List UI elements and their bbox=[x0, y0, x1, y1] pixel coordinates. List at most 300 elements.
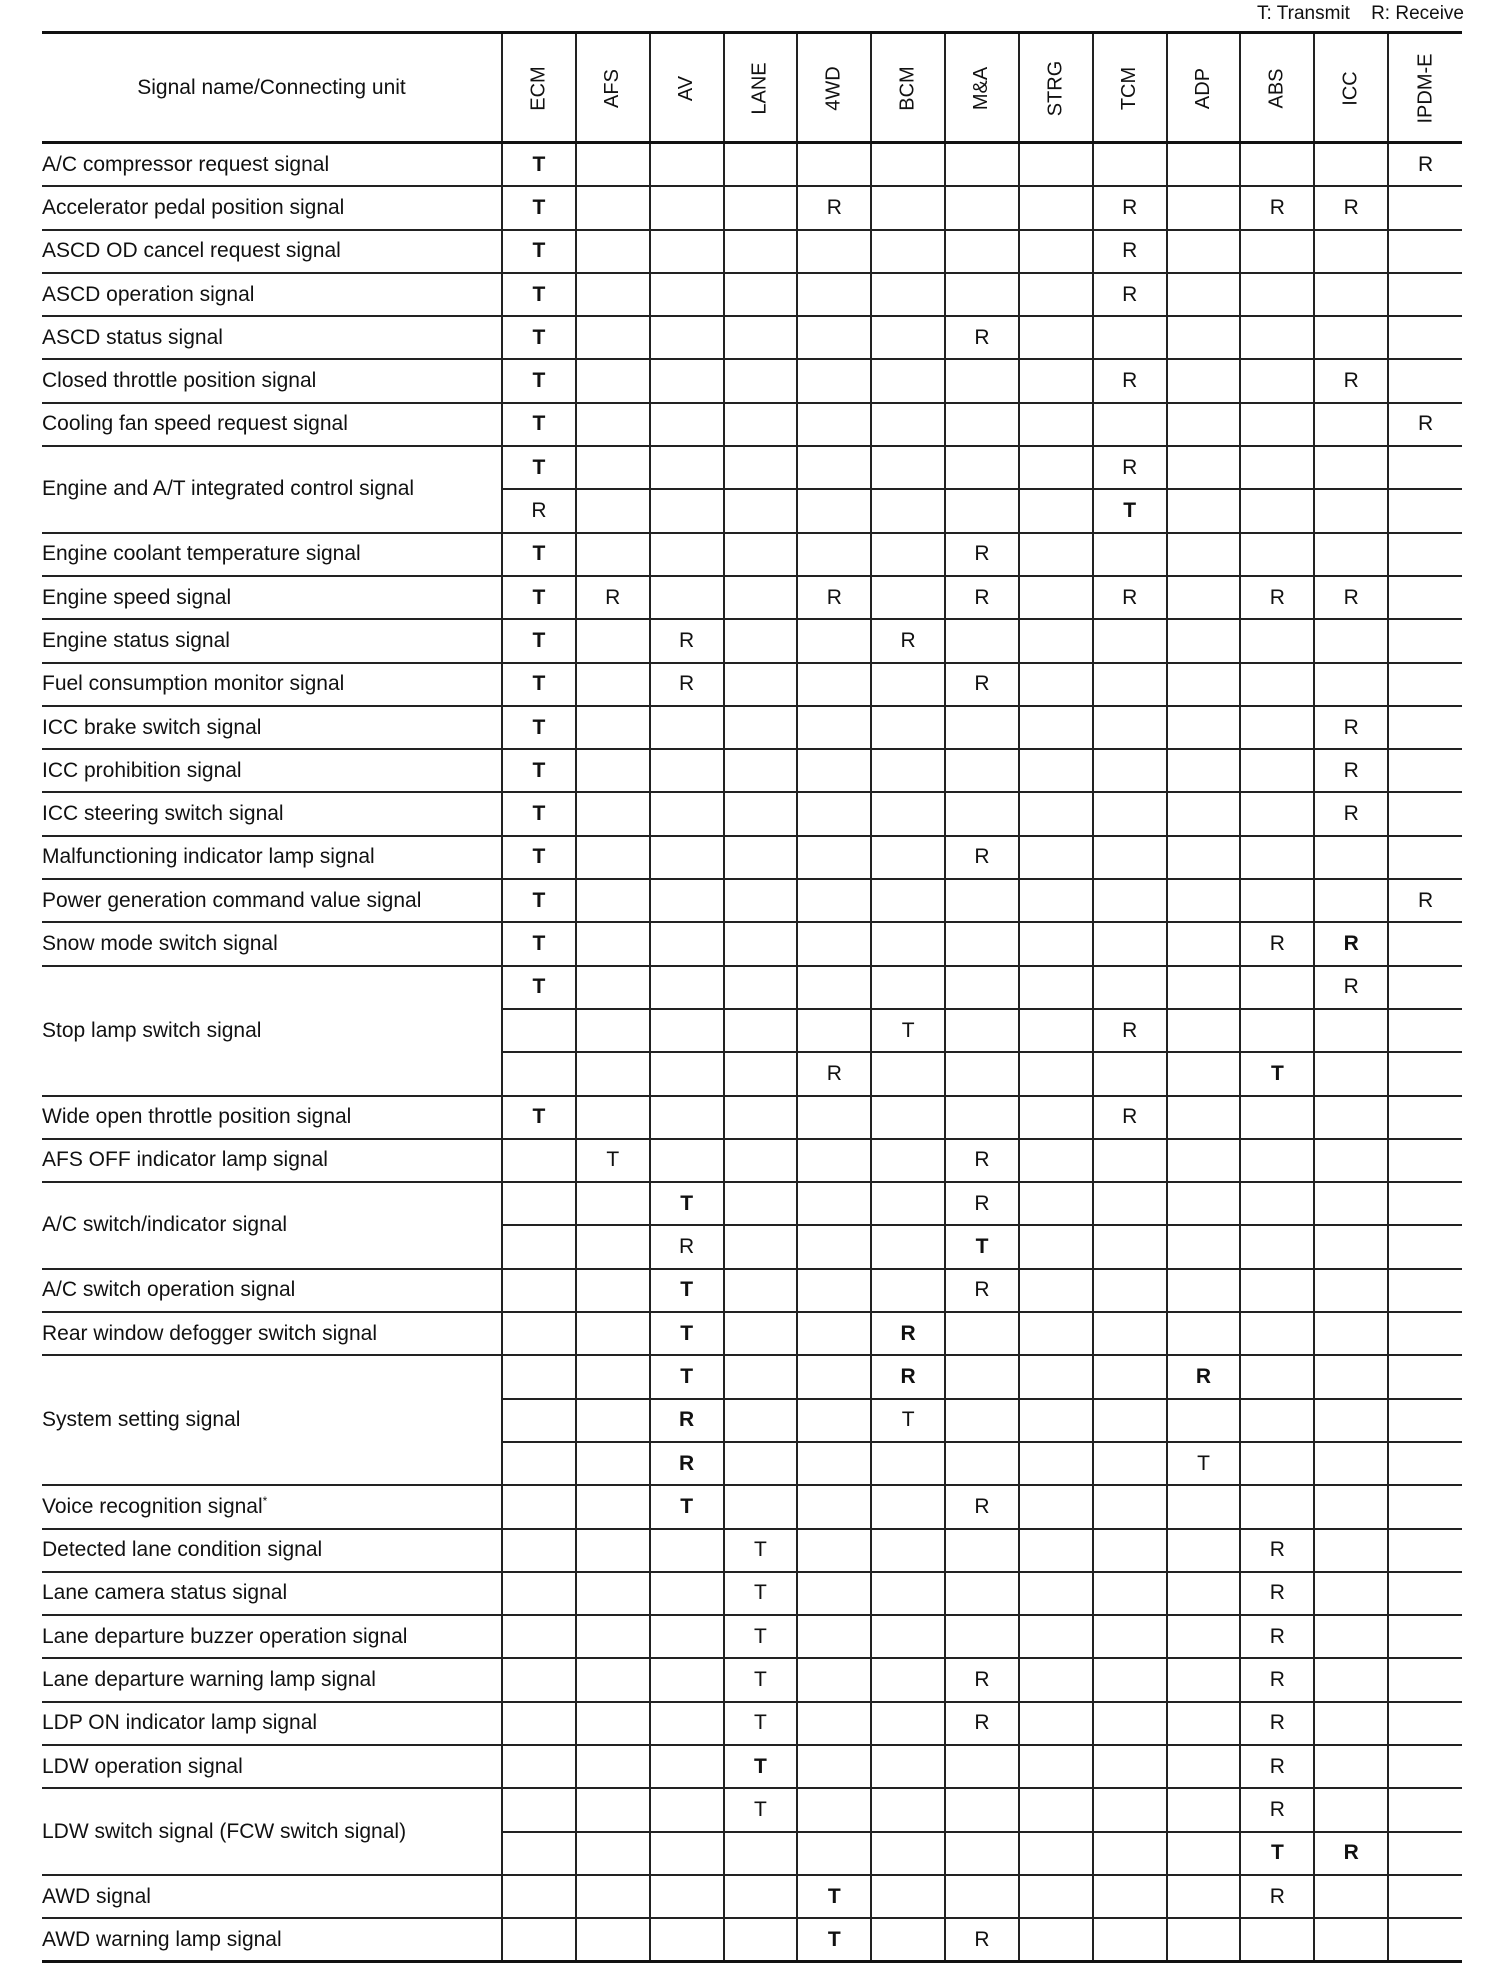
cell-strg bbox=[1019, 489, 1093, 532]
cell-m-a bbox=[945, 1052, 1019, 1095]
cell-tcm bbox=[1093, 1702, 1167, 1745]
cell-bcm bbox=[871, 1139, 945, 1182]
cell-afs bbox=[576, 792, 650, 835]
cell-av bbox=[650, 1658, 724, 1701]
cell-tcm bbox=[1093, 1788, 1167, 1831]
cell-ipdm-e bbox=[1388, 836, 1462, 879]
cell-strg bbox=[1019, 1485, 1093, 1528]
header-unit-av bbox=[650, 33, 724, 143]
cell-afs bbox=[576, 879, 650, 922]
cell-4wd bbox=[797, 1788, 871, 1831]
cell-tcm bbox=[1093, 533, 1167, 576]
cell-afs bbox=[576, 619, 650, 662]
cell-lane bbox=[724, 446, 798, 489]
cell-ipdm-e bbox=[1388, 1572, 1462, 1615]
cell-bcm bbox=[871, 1918, 945, 1962]
cell-ipdm-e bbox=[1388, 1052, 1462, 1095]
cell-4wd: R bbox=[797, 1052, 871, 1095]
cell-m-a bbox=[945, 1096, 1019, 1139]
cell-ipdm-e bbox=[1388, 1225, 1462, 1268]
cell-icc bbox=[1314, 1918, 1388, 1962]
cell-ipdm-e bbox=[1388, 1485, 1462, 1528]
cell-4wd bbox=[797, 316, 871, 359]
cell-lane bbox=[724, 966, 798, 1009]
cell-icc bbox=[1314, 1399, 1388, 1442]
signal-name: ICC prohibition signal bbox=[42, 749, 502, 792]
cell-ecm: T bbox=[502, 619, 576, 662]
cell-afs bbox=[576, 1355, 650, 1398]
cell-tcm bbox=[1093, 619, 1167, 662]
cell-m-a bbox=[945, 143, 1019, 187]
cell-adp bbox=[1167, 619, 1241, 662]
cell-tcm bbox=[1093, 1442, 1167, 1485]
signal-name: LDP ON indicator lamp signal bbox=[42, 1702, 502, 1745]
cell-abs bbox=[1240, 663, 1314, 706]
cell-av bbox=[650, 446, 724, 489]
cell-abs bbox=[1240, 1009, 1314, 1052]
cell-icc bbox=[1314, 1658, 1388, 1701]
cell-adp bbox=[1167, 1399, 1241, 1442]
cell-av bbox=[650, 186, 724, 229]
cell-afs bbox=[576, 922, 650, 965]
cell-lane: T bbox=[724, 1572, 798, 1615]
cell-tcm bbox=[1093, 836, 1167, 879]
table-row bbox=[42, 1572, 1462, 1615]
signal-name: Voice recognition signal* bbox=[42, 1485, 502, 1528]
cell-afs bbox=[576, 749, 650, 792]
table-row bbox=[42, 836, 1462, 879]
cell-m-a: R bbox=[945, 1182, 1019, 1225]
cell-tcm bbox=[1093, 1485, 1167, 1528]
cell-m-a bbox=[945, 922, 1019, 965]
cell-av: R bbox=[650, 619, 724, 662]
cell-adp bbox=[1167, 186, 1241, 229]
cell-4wd bbox=[797, 230, 871, 273]
cell-strg bbox=[1019, 663, 1093, 706]
cell-strg bbox=[1019, 403, 1093, 446]
cell-m-a bbox=[945, 879, 1019, 922]
cell-m-a bbox=[945, 359, 1019, 402]
cell-adp bbox=[1167, 1702, 1241, 1745]
cell-4wd bbox=[797, 1529, 871, 1572]
cell-abs bbox=[1240, 533, 1314, 576]
cell-bcm bbox=[871, 1182, 945, 1225]
cell-ipdm-e: R bbox=[1388, 403, 1462, 446]
cell-av bbox=[650, 792, 724, 835]
cell-afs bbox=[576, 403, 650, 446]
cell-ecm: T bbox=[502, 316, 576, 359]
cell-m-a: R bbox=[945, 1702, 1019, 1745]
cell-ipdm-e bbox=[1388, 1399, 1462, 1442]
cell-abs: T bbox=[1240, 1052, 1314, 1095]
cell-afs bbox=[576, 1009, 650, 1052]
table-row bbox=[42, 316, 1462, 359]
header-unit-ecm bbox=[502, 33, 576, 143]
signal-name: ICC steering switch signal bbox=[42, 792, 502, 835]
cell-abs: R bbox=[1240, 1702, 1314, 1745]
cell-abs: R bbox=[1240, 1658, 1314, 1701]
cell-lane bbox=[724, 1875, 798, 1918]
signal-name: Malfunctioning indicator lamp signal bbox=[42, 836, 502, 879]
header-unit-label: TCM bbox=[1118, 66, 1141, 110]
header-signal-name: Signal name/Connecting unit bbox=[42, 33, 502, 143]
cell-afs bbox=[576, 1182, 650, 1225]
cell-abs bbox=[1240, 1312, 1314, 1355]
cell-abs: R bbox=[1240, 1615, 1314, 1658]
cell-ecm: T bbox=[502, 706, 576, 749]
cell-afs bbox=[576, 1269, 650, 1312]
signal-name: ASCD OD cancel request signal bbox=[42, 230, 502, 273]
signal-name: Engine coolant temperature signal bbox=[42, 533, 502, 576]
cell-adp bbox=[1167, 489, 1241, 532]
cell-ecm bbox=[502, 1615, 576, 1658]
signal-name: Rear window defogger switch signal bbox=[42, 1312, 502, 1355]
cell-adp bbox=[1167, 1529, 1241, 1572]
table-row bbox=[42, 1182, 1462, 1225]
cell-ecm: T bbox=[502, 1096, 576, 1139]
cell-abs bbox=[1240, 1269, 1314, 1312]
cell-lane: T bbox=[724, 1529, 798, 1572]
cell-av bbox=[650, 533, 724, 576]
cell-adp bbox=[1167, 792, 1241, 835]
cell-4wd bbox=[797, 143, 871, 187]
cell-tcm: R bbox=[1093, 576, 1167, 619]
cell-bcm bbox=[871, 836, 945, 879]
cell-bcm bbox=[871, 1702, 945, 1745]
cell-ecm: T bbox=[502, 230, 576, 273]
cell-adp bbox=[1167, 836, 1241, 879]
cell-bcm bbox=[871, 1442, 945, 1485]
cell-ipdm-e bbox=[1388, 446, 1462, 489]
cell-av bbox=[650, 316, 724, 359]
cell-abs bbox=[1240, 966, 1314, 1009]
header-unit-tcm bbox=[1093, 33, 1167, 143]
cell-abs bbox=[1240, 879, 1314, 922]
cell-adp bbox=[1167, 879, 1241, 922]
cell-adp bbox=[1167, 403, 1241, 446]
table-row bbox=[42, 403, 1462, 446]
cell-adp bbox=[1167, 359, 1241, 402]
cell-icc: R bbox=[1314, 186, 1388, 229]
cell-bcm bbox=[871, 1615, 945, 1658]
cell-icc bbox=[1314, 1615, 1388, 1658]
cell-icc: R bbox=[1314, 792, 1388, 835]
cell-ecm: T bbox=[502, 359, 576, 402]
cell-adp bbox=[1167, 922, 1241, 965]
cell-ipdm-e bbox=[1388, 1918, 1462, 1962]
cell-ecm bbox=[502, 1009, 576, 1052]
cell-icc bbox=[1314, 533, 1388, 576]
cell-av bbox=[650, 1529, 724, 1572]
cell-adp bbox=[1167, 316, 1241, 359]
header-unit-label: ECM bbox=[527, 65, 550, 111]
cell-ecm bbox=[502, 1832, 576, 1875]
cell-tcm: T bbox=[1093, 489, 1167, 532]
cell-adp bbox=[1167, 749, 1241, 792]
cell-bcm bbox=[871, 1745, 945, 1788]
cell-av: T bbox=[650, 1269, 724, 1312]
header-unit-4wd bbox=[797, 33, 871, 143]
header-unit-lane bbox=[724, 33, 798, 143]
cell-av bbox=[650, 1052, 724, 1095]
cell-ipdm-e bbox=[1388, 1702, 1462, 1745]
cell-bcm bbox=[871, 749, 945, 792]
table-row bbox=[42, 966, 1462, 1009]
cell-av bbox=[650, 1009, 724, 1052]
cell-tcm: R bbox=[1093, 446, 1167, 489]
cell-tcm bbox=[1093, 966, 1167, 1009]
cell-adp bbox=[1167, 1875, 1241, 1918]
cell-tcm bbox=[1093, 1139, 1167, 1182]
cell-av bbox=[650, 273, 724, 316]
cell-bcm: R bbox=[871, 1312, 945, 1355]
cell-adp bbox=[1167, 1225, 1241, 1268]
table-row bbox=[42, 1788, 1462, 1831]
cell-ipdm-e bbox=[1388, 792, 1462, 835]
cell-lane bbox=[724, 576, 798, 619]
cell-ipdm-e bbox=[1388, 663, 1462, 706]
cell-afs bbox=[576, 1529, 650, 1572]
header-unit-label: AFS bbox=[601, 68, 624, 108]
cell-4wd bbox=[797, 836, 871, 879]
cell-tcm: R bbox=[1093, 230, 1167, 273]
signal-name: AWD signal bbox=[42, 1875, 502, 1918]
table-row bbox=[42, 1529, 1462, 1572]
header-unit-label: ADP bbox=[1192, 67, 1215, 109]
cell-bcm bbox=[871, 1052, 945, 1095]
cell-bcm bbox=[871, 143, 945, 187]
cell-lane: T bbox=[724, 1745, 798, 1788]
cell-ecm bbox=[502, 1052, 576, 1095]
cell-4wd: T bbox=[797, 1918, 871, 1962]
cell-m-a bbox=[945, 1529, 1019, 1572]
cell-ipdm-e bbox=[1388, 1009, 1462, 1052]
signal-name: AFS OFF indicator lamp signal bbox=[42, 1139, 502, 1182]
signal-name: ICC brake switch signal bbox=[42, 706, 502, 749]
cell-abs bbox=[1240, 143, 1314, 187]
cell-m-a: R bbox=[945, 533, 1019, 576]
cell-strg bbox=[1019, 879, 1093, 922]
cell-av bbox=[650, 230, 724, 273]
cell-bcm bbox=[871, 273, 945, 316]
signal-name: ASCD operation signal bbox=[42, 273, 502, 316]
cell-av bbox=[650, 922, 724, 965]
cell-strg bbox=[1019, 1096, 1093, 1139]
cell-ipdm-e bbox=[1388, 576, 1462, 619]
cell-afs bbox=[576, 489, 650, 532]
cell-icc bbox=[1314, 1572, 1388, 1615]
cell-afs bbox=[576, 1225, 650, 1268]
cell-lane bbox=[724, 1052, 798, 1095]
cell-afs: T bbox=[576, 1139, 650, 1182]
header-unit-label: M&A bbox=[970, 66, 993, 110]
cell-4wd bbox=[797, 1009, 871, 1052]
cell-m-a: R bbox=[945, 1658, 1019, 1701]
cell-abs bbox=[1240, 1225, 1314, 1268]
cell-av bbox=[650, 1702, 724, 1745]
cell-ipdm-e bbox=[1388, 230, 1462, 273]
cell-lane bbox=[724, 1832, 798, 1875]
cell-strg bbox=[1019, 143, 1093, 187]
table-row bbox=[42, 1658, 1462, 1701]
cell-tcm bbox=[1093, 1399, 1167, 1442]
cell-4wd: R bbox=[797, 576, 871, 619]
cell-4wd bbox=[797, 1269, 871, 1312]
cell-ecm: T bbox=[502, 922, 576, 965]
cell-abs bbox=[1240, 230, 1314, 273]
cell-ecm: T bbox=[502, 836, 576, 879]
cell-ecm bbox=[502, 1442, 576, 1485]
signal-name: A/C switch operation signal bbox=[42, 1269, 502, 1312]
cell-strg bbox=[1019, 1615, 1093, 1658]
table-row bbox=[42, 446, 1462, 489]
cell-4wd bbox=[797, 1139, 871, 1182]
cell-icc bbox=[1314, 1788, 1388, 1831]
cell-av bbox=[650, 706, 724, 749]
cell-adp bbox=[1167, 1052, 1241, 1095]
cell-strg bbox=[1019, 1875, 1093, 1918]
cell-m-a bbox=[945, 1615, 1019, 1658]
table-row bbox=[42, 1269, 1462, 1312]
cell-m-a bbox=[945, 273, 1019, 316]
cell-bcm bbox=[871, 706, 945, 749]
cell-strg bbox=[1019, 230, 1093, 273]
cell-afs bbox=[576, 1658, 650, 1701]
cell-m-a: R bbox=[945, 1139, 1019, 1182]
cell-icc bbox=[1314, 619, 1388, 662]
cell-ipdm-e bbox=[1388, 1139, 1462, 1182]
cell-av bbox=[650, 576, 724, 619]
table-row bbox=[42, 1139, 1462, 1182]
cell-av: T bbox=[650, 1355, 724, 1398]
cell-4wd bbox=[797, 922, 871, 965]
cell-av bbox=[650, 1875, 724, 1918]
cell-ecm: T bbox=[502, 879, 576, 922]
cell-strg bbox=[1019, 533, 1093, 576]
cell-icc bbox=[1314, 230, 1388, 273]
cell-tcm bbox=[1093, 1052, 1167, 1095]
cell-ecm: T bbox=[502, 186, 576, 229]
cell-bcm bbox=[871, 186, 945, 229]
table-row bbox=[42, 619, 1462, 662]
cell-lane: T bbox=[724, 1788, 798, 1831]
cell-tcm bbox=[1093, 1225, 1167, 1268]
cell-adp bbox=[1167, 1918, 1241, 1962]
signal-name: Stop lamp switch signal bbox=[42, 966, 502, 1096]
cell-afs bbox=[576, 706, 650, 749]
cell-abs bbox=[1240, 706, 1314, 749]
cell-av bbox=[650, 966, 724, 1009]
cell-abs bbox=[1240, 792, 1314, 835]
cell-abs bbox=[1240, 359, 1314, 402]
cell-m-a bbox=[945, 1009, 1019, 1052]
cell-adp bbox=[1167, 1139, 1241, 1182]
cell-bcm bbox=[871, 1788, 945, 1831]
table-row bbox=[42, 576, 1462, 619]
cell-strg bbox=[1019, 1745, 1093, 1788]
signal-name: Power generation command value signal bbox=[42, 879, 502, 922]
cell-av bbox=[650, 143, 724, 187]
cell-icc bbox=[1314, 273, 1388, 316]
cell-4wd bbox=[797, 1312, 871, 1355]
cell-m-a: R bbox=[945, 1918, 1019, 1962]
cell-afs: R bbox=[576, 576, 650, 619]
cell-ipdm-e bbox=[1388, 966, 1462, 1009]
cell-adp bbox=[1167, 230, 1241, 273]
cell-bcm bbox=[871, 230, 945, 273]
cell-lane bbox=[724, 1139, 798, 1182]
cell-icc bbox=[1314, 1875, 1388, 1918]
table-row bbox=[42, 1875, 1462, 1918]
table-body bbox=[42, 143, 1462, 1962]
cell-4wd bbox=[797, 749, 871, 792]
cell-lane: T bbox=[724, 1658, 798, 1701]
cell-icc bbox=[1314, 1745, 1388, 1788]
cell-strg bbox=[1019, 836, 1093, 879]
cell-lane bbox=[724, 316, 798, 359]
table-row bbox=[42, 706, 1462, 749]
cell-tcm bbox=[1093, 663, 1167, 706]
cell-strg bbox=[1019, 1182, 1093, 1225]
cell-ipdm-e bbox=[1388, 1096, 1462, 1139]
cell-ecm: T bbox=[502, 403, 576, 446]
cell-adp bbox=[1167, 706, 1241, 749]
cell-lane bbox=[724, 1399, 798, 1442]
cell-tcm bbox=[1093, 1918, 1167, 1962]
cell-4wd: T bbox=[797, 1875, 871, 1918]
cell-bcm: R bbox=[871, 1355, 945, 1398]
cell-strg bbox=[1019, 186, 1093, 229]
cell-ipdm-e bbox=[1388, 186, 1462, 229]
cell-bcm bbox=[871, 1096, 945, 1139]
cell-av: R bbox=[650, 1399, 724, 1442]
cell-4wd bbox=[797, 446, 871, 489]
cell-icc bbox=[1314, 1355, 1388, 1398]
cell-strg bbox=[1019, 792, 1093, 835]
cell-icc bbox=[1314, 1269, 1388, 1312]
cell-av bbox=[650, 1096, 724, 1139]
cell-strg bbox=[1019, 1658, 1093, 1701]
cell-icc bbox=[1314, 879, 1388, 922]
cell-av: R bbox=[650, 1225, 724, 1268]
cell-4wd bbox=[797, 706, 871, 749]
signal-name: Cooling fan speed request signal bbox=[42, 403, 502, 446]
cell-icc bbox=[1314, 403, 1388, 446]
header-unit-ipdm-e bbox=[1388, 33, 1462, 143]
cell-tcm bbox=[1093, 1182, 1167, 1225]
cell-tcm bbox=[1093, 706, 1167, 749]
cell-bcm bbox=[871, 359, 945, 402]
cell-4wd bbox=[797, 792, 871, 835]
cell-afs bbox=[576, 1918, 650, 1962]
cell-tcm bbox=[1093, 1312, 1167, 1355]
cell-abs bbox=[1240, 403, 1314, 446]
cell-ecm: T bbox=[502, 663, 576, 706]
cell-bcm bbox=[871, 489, 945, 532]
cell-strg bbox=[1019, 316, 1093, 359]
cell-lane bbox=[724, 143, 798, 187]
cell-tcm bbox=[1093, 1529, 1167, 1572]
cell-ipdm-e bbox=[1388, 273, 1462, 316]
cell-ipdm-e: R bbox=[1388, 143, 1462, 187]
cell-icc: R bbox=[1314, 359, 1388, 402]
cell-abs bbox=[1240, 1918, 1314, 1962]
cell-m-a: R bbox=[945, 1269, 1019, 1312]
cell-abs bbox=[1240, 1485, 1314, 1528]
cell-ecm bbox=[502, 1702, 576, 1745]
cell-abs: R bbox=[1240, 1745, 1314, 1788]
cell-av bbox=[650, 879, 724, 922]
